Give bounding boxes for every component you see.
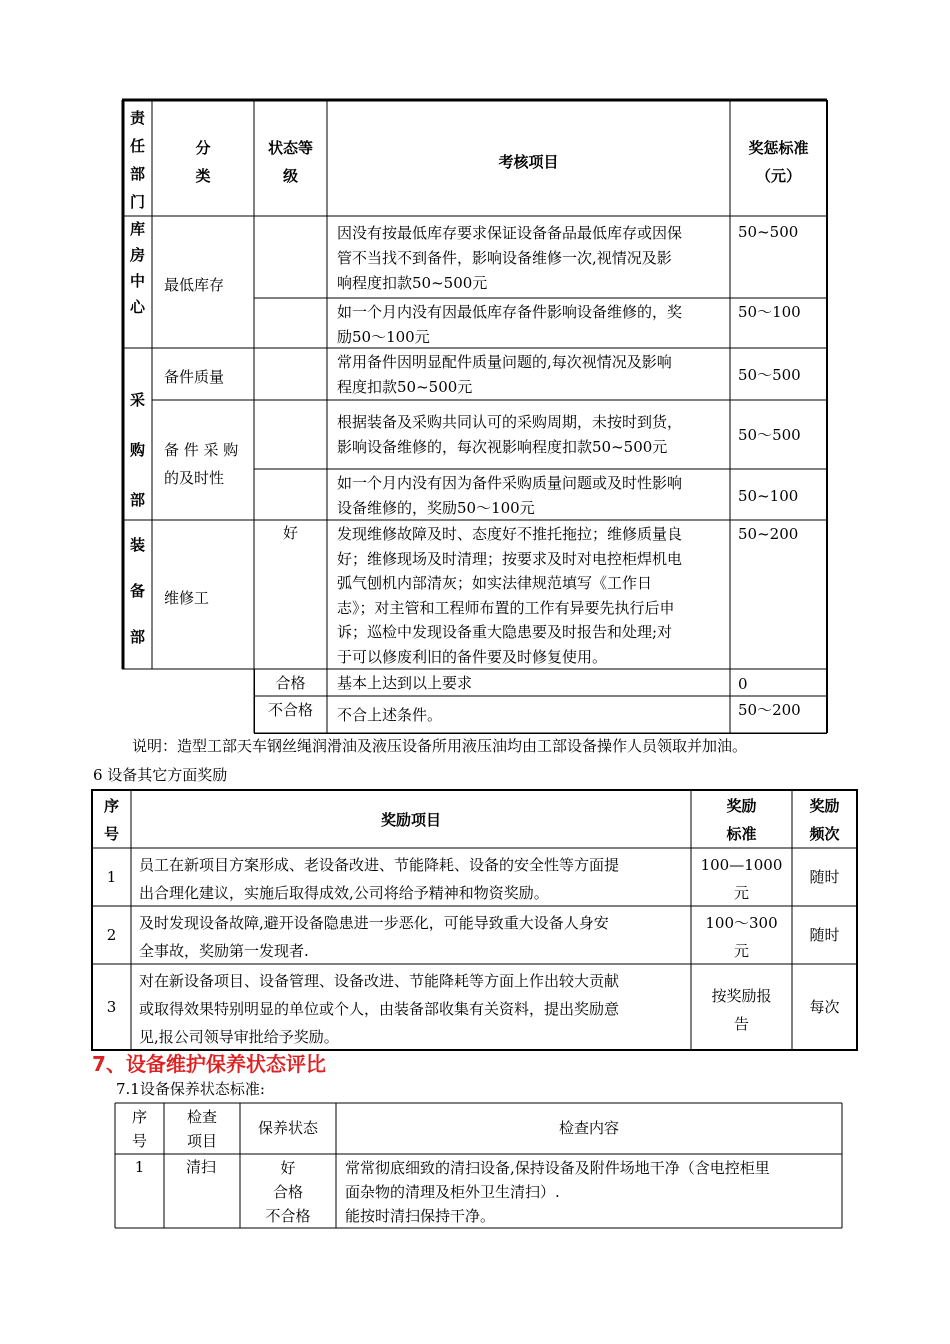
s7-header-content: 检查内容 — [558, 1119, 619, 1137]
category-purchase-timeliness: 备 件 采 购 的及时性 — [164, 441, 239, 487]
s6-row3-standard: 按奖励报 告 — [711, 987, 772, 1033]
s7-row1-content: 常常彻底细致的清扫设备,保持设备及附件场地干净（含电控柜里 面杂物的清理及柜外卫生清扫）. 能按时清扫保持干净。 — [345, 1159, 770, 1225]
item-purchase-timeliness-penalty: 根据装备及采购共同认可的采购周期，未按时到货， 影响设备维修的，每次视影响程度扣款50~500元 — [337, 413, 683, 456]
s7-header-check-item: 检查 项目 — [186, 1108, 217, 1150]
standard-repairman-good: 50~200 — [738, 525, 799, 543]
item-repairman-fail: 不合上述条件。 — [337, 706, 443, 724]
grade-pass: 合格 — [275, 674, 306, 692]
category-part-quality: 备件质量 — [164, 368, 225, 386]
s7-row1-check-item: 清扫 — [186, 1158, 217, 1176]
dept-warehouse: 库 房 中 心 — [129, 220, 145, 316]
section7-subtitle: 7.1设备保养状态标准: — [116, 1080, 265, 1098]
standard-min-stock-reward: 50～100 — [738, 303, 801, 321]
standard-part-quality: 50～500 — [738, 366, 801, 384]
s6-row2-frequency: 随时 — [809, 926, 840, 944]
s6-row1-standard: 100—1000 元 — [700, 856, 783, 902]
table-note: 说明：造型工部天车钢丝绳润滑油及液压设备所用液压油均由工部设备操作人员领取并加油。 — [132, 737, 748, 755]
section7-title: 7、设备维护保养状态评比 — [92, 1052, 326, 1076]
header-standard: 奖惩标准 （元） — [748, 139, 809, 185]
grade-good: 好 — [282, 524, 298, 542]
item-part-quality: 常用备件因明显配件质量问题的,每次视情况及影响 程度扣款50~500元 — [337, 353, 672, 396]
item-repairman-pass: 基本上达到以上要求 — [337, 674, 473, 692]
standard-purchase-timeliness-penalty: 50～500 — [738, 426, 801, 444]
header-item: 考核项目 — [498, 153, 559, 171]
s7-header-no: 序 号 — [131, 1108, 147, 1150]
item-purchase-timeliness-reward: 如一个月内没有因为备件采购质量问题或及时性影响 设备维修的，奖励50～100元 — [337, 474, 683, 517]
s6-row2-item: 及时发现设备故障,避开设备隐患进一步恶化，可能导致重大设备人身安 全事故，奖励第一发现者. — [139, 914, 609, 960]
dept-purchase: 采 购 部 — [129, 391, 145, 509]
s7-row1-no: 1 — [134, 1158, 145, 1176]
s6-row3-item: 对在新设备项目、设备管理、设备改进、节能降耗等方面上作出较大贡献 或取得效果特别明显的单位或个人，由装备部收集有关资料，提出奖励意 见,报公司领导审批给予奖励。 — [139, 972, 620, 1046]
header-grade: 状态等 级 — [267, 139, 313, 185]
category-min-stock: 最低库存 — [164, 276, 225, 294]
item-repairman-good: 发现维修故障及时、态度好不推托拖拉；维修质量良 好；维修现场及时清理；按要求及时对电控柜焊机电 弧气刨机内部清灰；如实法律规范填写《工作日 志》；对主管和工程师布置的工作有异要先执行后申 诉；巡检中发现设备重大隐患要及时报告和处理;对 于可以修废利旧的备件要及时修复使用。 — [337, 525, 683, 666]
s6-row1-item: 员工在新项目方案形成、老设备改进、节能降耗、设备的安全性等方面提 出合理化建议，实施后取得成效,公司将给予精神和物资奖励。 — [139, 856, 620, 902]
standard-min-stock-penalty: 50~500 — [738, 223, 799, 241]
s6-row1-frequency: 随时 — [809, 868, 840, 886]
s6-row2-standard: 100～300 元 — [705, 914, 778, 960]
grade-fail: 不合格 — [267, 701, 313, 719]
standard-repairman-pass: 0 — [738, 675, 748, 693]
s7-header-status: 保养状态 — [257, 1119, 318, 1137]
s6-row1-no: 1 — [106, 868, 117, 886]
header-category: 分 类 — [195, 139, 211, 185]
s6-row3-no: 3 — [106, 998, 117, 1016]
standard-repairman-fail: 50～200 — [738, 701, 801, 719]
category-repairman: 维修工 — [164, 589, 210, 607]
s6-header-item: 奖励项目 — [380, 811, 441, 829]
s6-row2-no: 2 — [106, 926, 117, 944]
s6-header-frequency: 奖励 频次 — [809, 797, 840, 843]
dept-equipment: 装 备 部 — [129, 536, 145, 646]
item-min-stock-reward: 如一个月内没有因最低库存备件影响设备维修的，奖 励50～100元 — [337, 303, 683, 346]
header-dept: 责 任 部 门 — [129, 109, 145, 211]
s6-header-standard: 奖励 标准 — [726, 797, 757, 843]
section6-title: 6 设备其它方面奖励 — [93, 766, 228, 784]
item-min-stock-penalty: 因没有按最低库存要求保证设备备品最低库存或因保 管不当找不到备件，影响设备维修一次,视情况及影 响程度扣款50~500元 — [337, 224, 683, 292]
s6-row3-frequency: 每次 — [809, 998, 840, 1016]
s6-header-no: 序 号 — [103, 797, 119, 843]
standard-purchase-timeliness-reward: 50~100 — [738, 487, 799, 505]
s7-row1-status: 好 合格 不合格 — [265, 1159, 311, 1225]
